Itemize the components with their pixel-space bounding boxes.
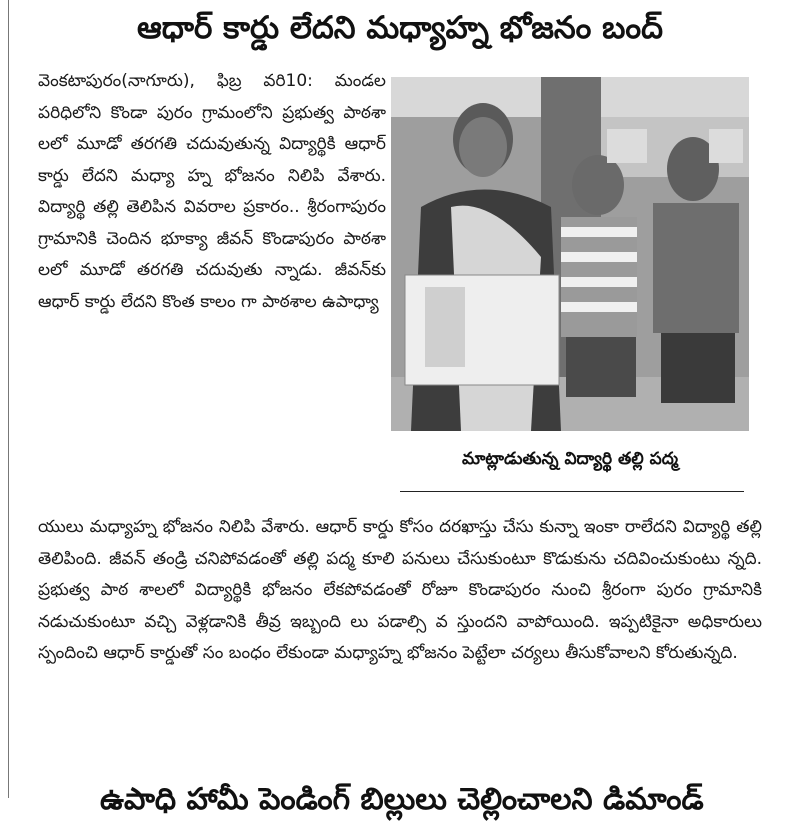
next-article-headline <box>100 778 704 817</box>
column-divider <box>8 0 9 798</box>
article-body-column-narrow: వెంకటాపురం(నాగూరు), ఫిబ్ర వరి10: మండల పరిధిలోని కొండా పురం గ్రామంలోని ప్రభుత్వ పాఠశా లలో మూడో తరగతి చదువుతున్న విద్యార్థికి ఆధార్ కార్డు లేదని మధ్యా హ్న భోజనం నిలిపి వేశారు. విద్యార్థి తల్లి తెలిపిన వివరాల ప్రకారం.. శ్రీరంగాపురం గ్రామానికి చెందిన భూక్యా జీవన్ కొండాపురం పాఠశా లలో మూడో తరగతి చదువుతు న్నాడు. జీవన్‌కు ఆధార్ కార్డు లేదని కొంత కాలం గా పాఠశాల ఉపాధ్యా <box>38 71 386 312</box>
article-headline: ఆధార్ కార్డు లేదని మధ్యాహ్న భోజనం బంద్ <box>136 10 664 46</box>
photo-caption: మాట్లాడుతున్న విద్యార్థి తల్లి పద్మ <box>461 449 679 469</box>
article-photo <box>391 77 749 431</box>
next-article-headline-text: ఉపాధి హామీ పెండింగ్ బిల్లులు చెల్లించాలని డిమాండ్ <box>100 782 704 817</box>
photo-illustration <box>391 77 749 431</box>
caption-divider <box>400 491 744 492</box>
article-body-column-wide: యులు మధ్యాహ్న భోజనం నిలిపి వేశారు. ఆధార్ కార్డు కోసం దరఖాస్తు చేసు కున్నా ఇంకా రాలేదని విద్యార్థి తల్లి తెలిపింది. జీవన్ తండ్రి చనిపోవడంతో తల్లి పద్మ కూలి పనులు చేసుకుంటూ కొడుకును చదివించుకుంటు న్నది. ప్రభుత్వ పాఠ శాలలో విద్యార్థికి భోజనం లేకపోవడంతో రోజూ కొండాపురం నుంచి శ్రీరంగా పురం గ్రామానికి నడుచుకుంటూ వచ్చి వెళ్లడానికి తీవ్ర ఇబ్బంది లు పడాల్సి వ స్తుందని వాపోయింది. ఇప్పటికైనా అధికారులు స్పందించి ఆధార్ కార్డుతో సం బంధం లేకుండా మధ్యాహ్న భోజనం పెట్టేలా చర్యలు తీసుకోవాలని కోరుతున్నది. <box>38 517 762 663</box>
